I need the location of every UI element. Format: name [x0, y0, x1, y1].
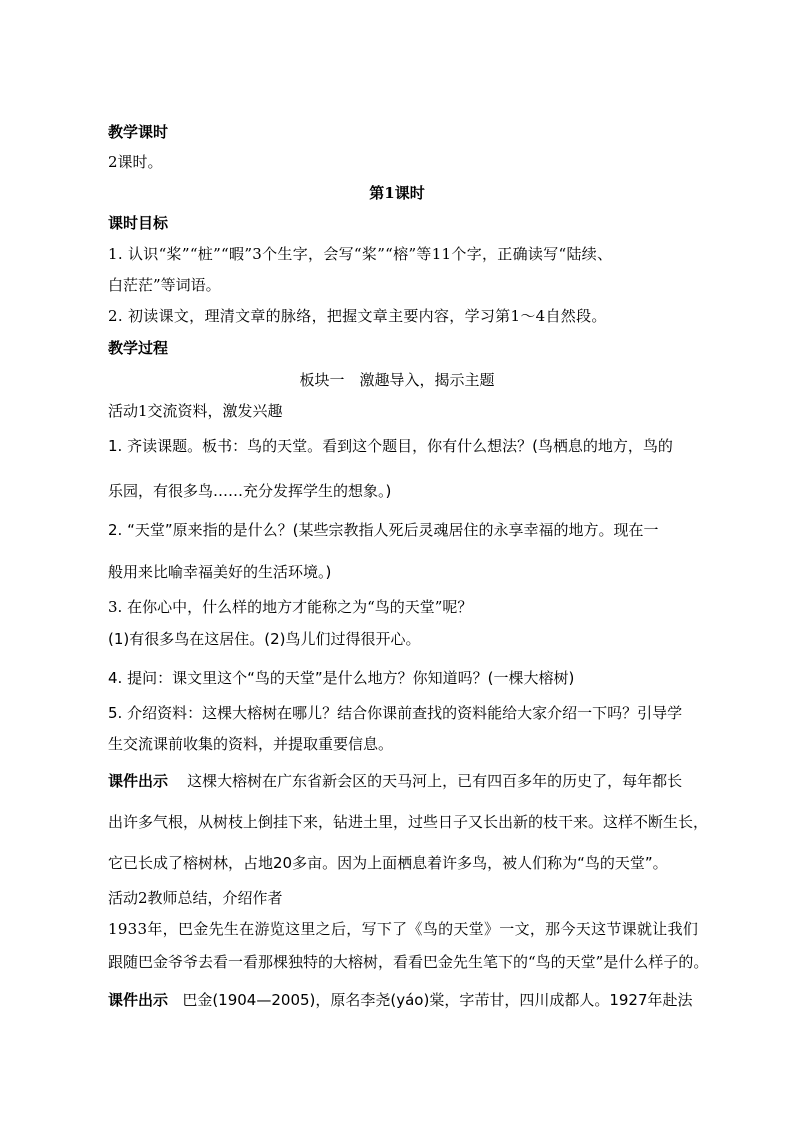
goal-2: 2. 初读课文，理清文章的脉络，把握文章主要内容，学习第1～4自然段。	[108, 307, 607, 325]
item-2-line-1: 2. “天堂”原来指的是什么？(某些宗教指人死后灵魂居住的永享幸福的地方。现在一	[108, 521, 659, 539]
hours-value: 2课时。	[108, 153, 163, 171]
courseware-1-text: 这棵大榕树在广东省新会区的天马河上，已有四百多年的历史了，每年都长	[187, 772, 683, 790]
item-4: 4. 提问：课文里这个“鸟的天堂”是什么地方？你知道吗？(一棵大榕树)	[108, 669, 575, 687]
summary-line-1: 1933年，巴金先生在游览这里之后，写下了《鸟的天堂》一文，那今天这节课就让我们	[108, 920, 699, 938]
courseware-2-label: 课件出示	[108, 991, 169, 1009]
courseware-2-text: 巴金(1904—2005)，原名李尧(yáo)棠，字芾甘，四川成都人。1927年赴法	[182, 991, 693, 1009]
process-heading: 教学过程	[108, 339, 169, 357]
goal-1-line-1: 1. 认识“桨”“桩”“暇”3个生字，会写“桨”“榕”等11个字，正确读写“陆续、	[108, 245, 613, 263]
activity-1-heading: 活动1交流资料，激发兴趣	[108, 402, 283, 420]
courseware-2-line-1	[108, 990, 693, 1010]
courseware-1-line-2: 出许多气根，从树枝上倒挂下来，钻进土里，过些日子又长出新的枝干来。这样不断生长，	[108, 813, 709, 831]
item-1-line-2: 乐园，有很多鸟……充分发挥学生的想象。)	[108, 482, 392, 500]
item-5-line-2: 生交流课前收集的资料，并提取重要信息。	[108, 735, 394, 753]
summary-line-2: 跟随巴金爷爷去看一看那棵独特的大榕树，看看巴金先生笔下的“鸟的天堂”是什么样子的。	[108, 953, 709, 971]
block-1-title: 板块一 激趣导入，揭示主题	[299, 371, 495, 389]
item-5-line-1: 5. 介绍资料：这棵大榕树在哪儿？结合你课前查找的资料能给大家介绍一下吗？引导学	[108, 704, 683, 722]
courseware-1-line-1	[108, 771, 682, 791]
item-1-line-1: 1. 齐读课题。板书：鸟的天堂。看到这个题目，你有什么想法？(鸟栖息的地方，鸟的	[108, 437, 673, 455]
teaching-hours-heading: 教学课时	[108, 123, 169, 141]
lesson-title: 第1课时	[369, 184, 425, 202]
courseware-1-line-3: 它已长成了榕树林，占地20多亩。因为上面栖息着许多鸟，被人们称为“鸟的天堂”。	[108, 854, 668, 872]
courseware-1-label: 课件出示	[108, 772, 169, 790]
item-2-line-2: 般用来比喻幸福美好的生活环境。)	[108, 563, 332, 581]
goals-heading: 课时目标	[108, 214, 169, 232]
goal-1-line-2: 白茫茫”等词语。	[108, 276, 221, 294]
item-3: 3. 在你心中，什么样的地方才能称之为“鸟的天堂”呢？	[108, 598, 473, 616]
item-3-answer: (1)有很多鸟在这居住。(2)鸟儿们过得很开心。	[108, 630, 421, 648]
activity-2-heading: 活动2教师总结，介绍作者	[108, 889, 283, 907]
